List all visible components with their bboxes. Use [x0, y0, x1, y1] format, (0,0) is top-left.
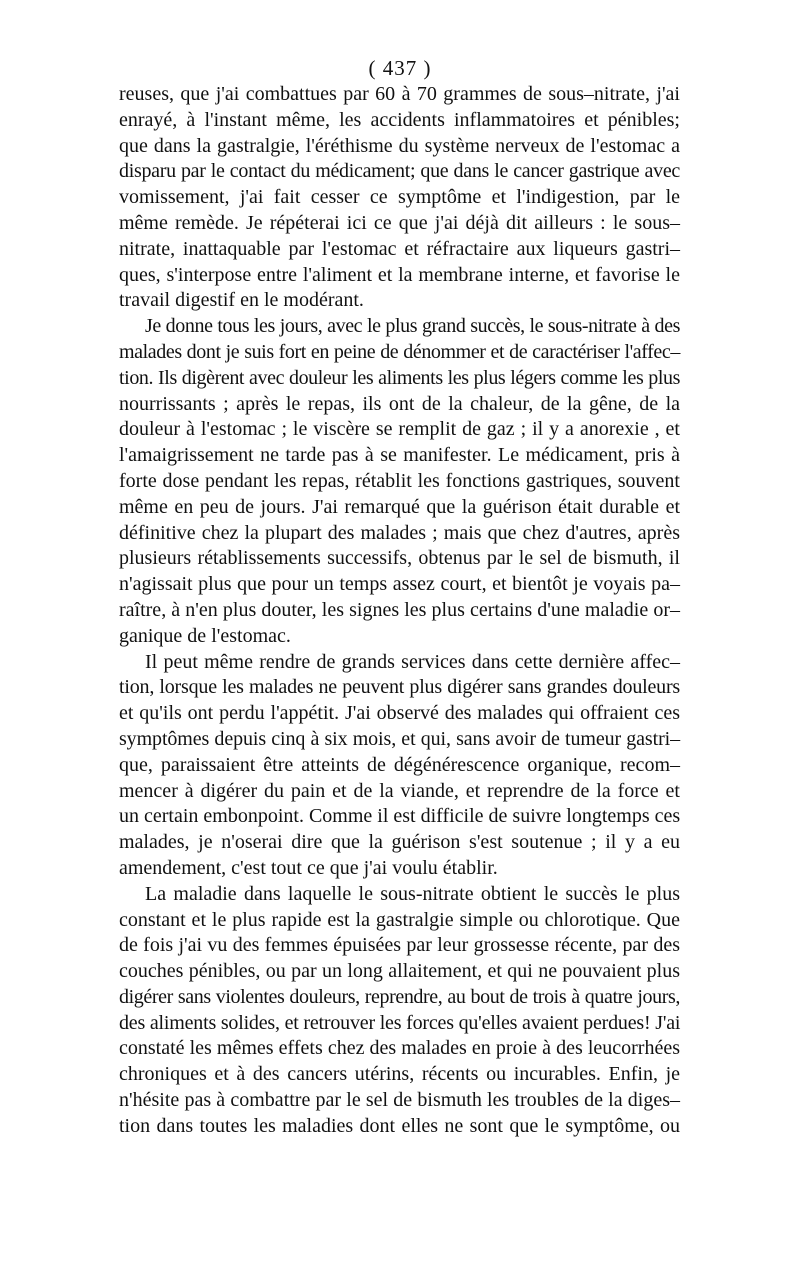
text-line: tion, lorsque les malades ne peuvent plus digérer sans grandes douleurs [119, 676, 680, 699]
text-line: digérer sans violentes douleurs, reprendre, au bout de trois à quatre jours, [119, 985, 680, 1008]
text-line: malades dont je suis fort en peine de dénommer et de caractériser l'affec– [119, 340, 680, 363]
body-text [119, 82, 680, 1140]
text-line: disparu par le contact du médicament; que dans le cancer gastrique avec [119, 160, 680, 183]
text-line: Je donne tous les jours, avec le plus grand succès, le sous-nitrate à des [145, 315, 680, 338]
text-line: que dans la gastralgie, l'éréthisme du système nerveux de l'estomac a [119, 134, 680, 157]
text-line: même en peu de jours. J'ai remarqué que la guérison était durable et [119, 495, 680, 518]
text-line: plusieurs rétablissements successifs, obtenus par le sel de bismuth, il [119, 547, 680, 570]
text-line: travail digestif en le modérant. [119, 289, 364, 312]
text-line: constaté les mêmes effets chez des malades en proie à des leucorrhées [119, 1037, 680, 1060]
text-line: vomissement, j'ai fait cesser ce symptôme et l'indigestion, par le [119, 186, 680, 209]
text-line: tion. Ils digèrent avec douleur les aliments les plus légers comme les plus [119, 366, 680, 389]
text-line: malades, je n'oserai dire que la guérison s'est soutenue ; il y a eu [119, 831, 680, 854]
text-line: couches pénibles, ou par un long allaitement, et qui ne pouvaient plus [119, 960, 680, 983]
text-line: douleur à l'estomac ; le viscère se remplit de gaz ; il y a anorexie , et [119, 418, 680, 441]
text-line: La maladie dans laquelle le sous-nitrate obtient le succès le plus [145, 882, 680, 905]
text-line: constant et le plus rapide est la gastralgie simple ou chlorotique. Que [119, 908, 680, 931]
text-line: n'hésite pas à combattre par le sel de bismuth les troubles de la diges– [119, 1089, 680, 1112]
text-line: même remède. Je répéterai ici ce que j'ai déjà dit ailleurs : le sous– [119, 211, 680, 234]
text-line: que, paraissaient être atteints de dégénérescence organique, recom– [119, 753, 680, 776]
text-line: enrayé, à l'instant même, les accidents inflammatoires et pénibles; [119, 108, 680, 131]
text-line: chroniques et à des cancers utérins, récents ou incurables. Enfin, je [119, 1063, 680, 1086]
text-line: définitive chez la plupart des malades ; mais que chez d'autres, après [119, 521, 680, 544]
text-line: ganique de l'estomac. [119, 624, 291, 647]
text-line: un certain embonpoint. Comme il est difficile de suivre longtemps ces [119, 805, 681, 828]
text-line: n'agissait plus que pour un temps assez court, et bientôt je voyais pa– [119, 573, 680, 596]
text-line: tion dans toutes les maladies dont elles ne sont que le symptôme, ou [119, 1114, 680, 1137]
text-line: reuses, que j'ai combattues par 60 à 70 grammes de sous–nitrate, j'ai [119, 83, 680, 105]
text-line: nitrate, inattaquable par l'estomac et réfractaire aux liqueurs gastri– [119, 237, 680, 260]
text-line: amendement, c'est tout ce que j'ai voulu établir. [119, 856, 498, 879]
paragraph [119, 882, 680, 1140]
text-line: Il peut même rendre de grands services dans cette dernière affec– [145, 650, 680, 673]
text-line: raître, à n'en plus douter, les signes les plus certains d'une maladie or– [119, 598, 680, 621]
paragraph [119, 314, 680, 649]
text-line: nourrissants ; après le repas, ils ont de la chaleur, de la gêne, de la [119, 392, 680, 415]
paragraph [119, 650, 680, 882]
text-line: forte dose pendant les repas, rétablit les fonctions gastriques, souvent [119, 469, 680, 492]
text-line: des aliments solides, et retrouver les forces qu'elles avaient perdues! J'ai [119, 1011, 681, 1034]
text-line: symptômes depuis cinq à six mois, et qui, sans avoir de tumeur gastri– [119, 727, 680, 750]
text-line: l'amaigrissement ne tarde pas à se manifester. Le médicament, pris à [119, 444, 680, 467]
text-line: ques, s'interpose entre l'aliment et la membrane interne, et favorise le [119, 263, 680, 286]
text-line: et qu'ils ont perdu l'appétit. J'ai observé des malades qui offraient ces [119, 702, 680, 725]
page-number: ( 437 ) [368, 56, 432, 80]
paragraph [119, 82, 680, 314]
text-line: mencer à digérer du pain et de la viande, et reprendre de la force et [119, 779, 680, 802]
text-line: de fois j'ai vu des femmes épuisées par leur grossesse récente, par des [119, 934, 680, 957]
